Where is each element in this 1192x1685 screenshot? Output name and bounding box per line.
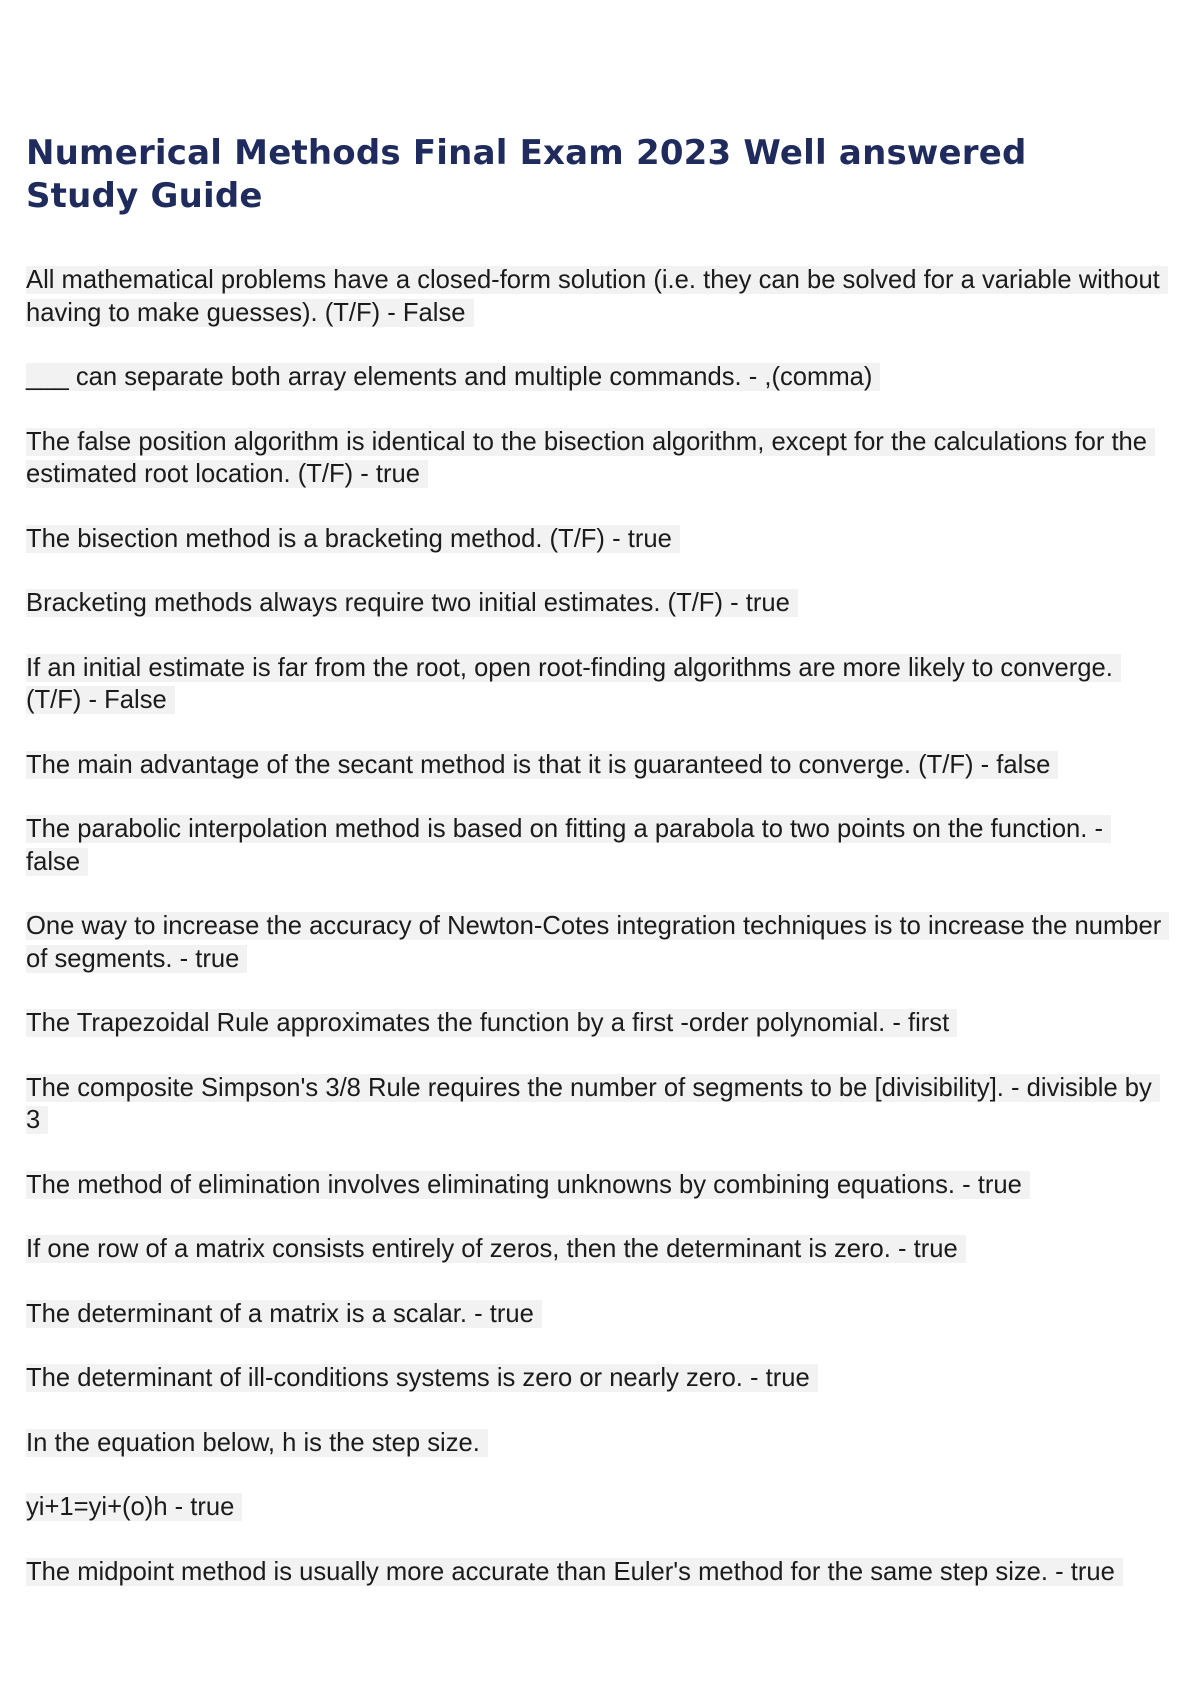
qa-item — [26, 264, 1166, 329]
qa-item — [26, 1298, 1166, 1331]
qa-text: The composite Simpson's 3/8 Rule requires the number of segments to be [divisibility]. - divisible by 3 — [26, 1074, 1160, 1135]
qa-text: The parabolic interpolation method is based on fitting a parabola to two points on the function. - false — [26, 815, 1111, 876]
qa-item — [26, 1233, 1166, 1266]
qa-text: The determinant of ill-conditions systems is zero or nearly zero. - true — [26, 1364, 818, 1392]
qa-item — [26, 587, 1166, 620]
qa-item — [26, 1362, 1166, 1395]
qa-text: Bracketing methods always require two initial estimates. (T/F) - true — [26, 589, 798, 617]
qa-text: yi+1=yi+(o)h - true — [26, 1493, 242, 1521]
qa-text: ___ can separate both array elements and multiple commands. - ,(comma) — [26, 363, 880, 391]
qa-text: If one row of a matrix consists entirely of zeros, then the determinant is zero. - true — [26, 1235, 966, 1263]
qa-text: The determinant of a matrix is a scalar. - true — [26, 1300, 542, 1328]
qa-text: The method of elimination involves eliminating unknowns by combining equations. - true — [26, 1171, 1030, 1199]
qa-item — [26, 1491, 1166, 1524]
qa-text: The main advantage of the secant method is that it is guaranteed to converge. (T/F) - false — [26, 751, 1058, 779]
qa-text: One way to increase the accuracy of Newton-Cotes integration techniques is to increase the number of segments. - true — [26, 912, 1169, 973]
qa-item — [26, 1427, 1166, 1460]
qa-item — [26, 1007, 1166, 1040]
qa-item — [26, 813, 1166, 878]
qa-text: The bisection method is a bracketing method. (T/F) - true — [26, 525, 680, 553]
qa-item — [26, 910, 1166, 975]
qa-text: All mathematical problems have a closed-form solution (i.e. they can be solved for a variable without having to make guesses). (T/F) - False — [26, 266, 1168, 327]
qa-item — [26, 1556, 1166, 1589]
qa-text: The Trapezoidal Rule approximates the function by a first -order polynomial. - first — [26, 1009, 957, 1037]
qa-text: The false position algorithm is identical to the bisection algorithm, except for the calculations for the estimated root location. (T/F) - true — [26, 428, 1155, 489]
page-title: Numerical Methods Final Exam 2023 Well answered Study Guide — [26, 133, 1027, 216]
qa-item — [26, 652, 1166, 717]
qa-item — [26, 1169, 1166, 1202]
qa-item — [26, 1072, 1166, 1137]
qa-item — [26, 426, 1166, 491]
question-answer-list — [26, 264, 1166, 1620]
qa-text: If an initial estimate is far from the root, open root-finding algorithms are more likely to converge. (T/F) - False — [26, 654, 1121, 715]
qa-item — [26, 361, 1166, 394]
qa-item — [26, 523, 1166, 556]
qa-text: The midpoint method is usually more accurate than Euler's method for the same step size. - true — [26, 1558, 1123, 1586]
qa-item — [26, 749, 1166, 782]
qa-text: In the equation below, h is the step size. — [26, 1429, 488, 1457]
